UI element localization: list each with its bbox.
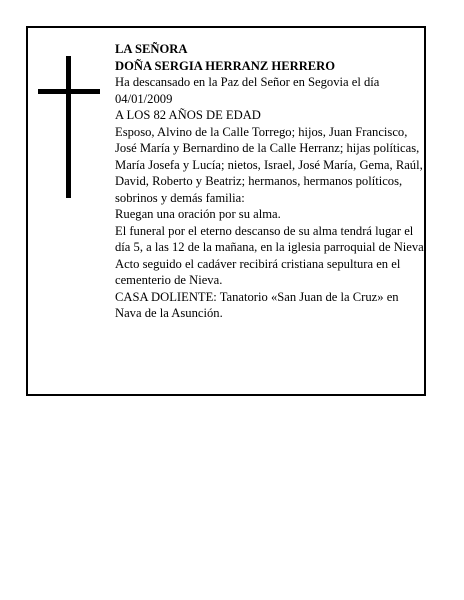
age-line: A LOS 82 AÑOS DE EDAD	[115, 108, 261, 122]
notice-text	[115, 41, 427, 322]
notice-title: LA SEÑORA	[115, 42, 188, 56]
latin-cross-icon	[38, 56, 100, 198]
death-statement: Ha descansado en la Paz del Señor en Segovia el día 04/01/2009	[115, 75, 380, 106]
obituary-notice	[26, 26, 426, 396]
cross-horizontal-bar	[38, 89, 100, 94]
funeral-details: El funeral por el eterno descanso de su alma tendrá lugar el día 5, a las 12 de la mañana, en la iglesia parroquial de Nieva. Acto seguido el cadáver recibirá cristiana sepultura en el cementerio de Nieva.	[115, 223, 427, 287]
mourning-house: CASA DOLIENTE: Tanatorio «San Juan de la Cruz» en Nava de la Asunción.	[115, 289, 399, 320]
prayer-request: Ruegan una oración por su alma.	[115, 207, 281, 221]
deceased-name: DOÑA SERGIA HERRANZ HERRERO	[115, 58, 336, 73]
cross-vertical-bar	[66, 56, 71, 198]
family-list: Esposo, Alvino de la Calle Torrego; hijos, Juan Francisco, José María y Bernardino de la Calle Herranz; hijas políticas, María Josefa y Lucía; nietos, Israel, José María, Gema, Raúl, David, Roberto y Beatriz; hermanos, hermanos políticos, sobrinos y demás familia:	[115, 124, 423, 205]
